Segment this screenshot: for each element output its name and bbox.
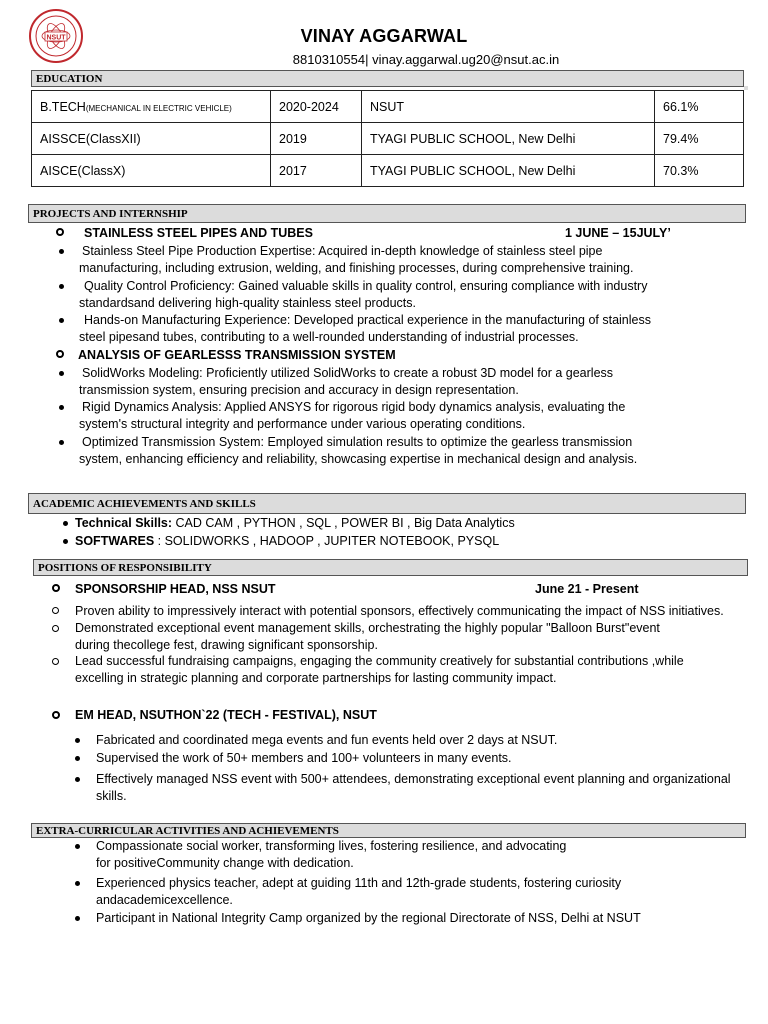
list-item: Optimized Transmission System: Employed simulation results to optimize the gearless transmission system, enhancing efficiency and reliability, showcasing expertise in mechanical design and analysis.	[79, 435, 638, 466]
project-title: STAINLESS STEEL PIPES AND TUBES	[84, 226, 313, 240]
section-positions-title: POSITIONS OF RESPONSIBILITY	[33, 559, 748, 576]
list-item: Fabricated and coordinated mega events and fun events held over 2 days at NSUT.	[96, 733, 558, 747]
bullet-icon	[75, 777, 80, 782]
school-cell: NSUT	[362, 91, 655, 123]
bullet-icon	[75, 738, 80, 743]
position-title: EM HEAD, NSUTHON`22 (TECH - FESTIVAL), NSUT	[75, 708, 377, 722]
list-item: Stainless Steel Pipe Production Expertise: Acquired in-depth knowledge of stainless steel pipe manufacturing, including extrusion, welding, and finishing processes, during comprehensive training.	[79, 244, 634, 275]
technical-skills: Technical Skills: CAD CAM , PYTHON , SQL , POWER BI , Big Data Analytics	[75, 516, 515, 530]
score-cell: 66.1%	[655, 91, 744, 123]
bullet-icon	[63, 539, 68, 544]
project-title: ANALYSIS OF GEARLESSS TRANSMISSION SYSTEM	[78, 348, 396, 362]
bullet-icon	[59, 318, 64, 323]
list-item: Supervised the work of 50+ members and 100+ volunteers in many events.	[96, 751, 512, 765]
list-item: SolidWorks Modeling: Proficiently utilized SolidWorks to create a robust 3D model for a gearless transmission system, ensuring precision and accuracy in design representation.	[79, 366, 614, 397]
school-cell: TYAGI PUBLIC SCHOOL, New Delhi	[362, 123, 655, 155]
years-cell: 2020-2024	[271, 91, 362, 123]
position-marker-icon	[52, 711, 60, 719]
section-projects-title: PROJECTS AND INTERNSHIP	[28, 204, 746, 223]
svg-text:NSUT: NSUT	[46, 34, 66, 42]
bullet-icon	[59, 371, 64, 376]
list-item: Rigid Dynamics Analysis: Applied ANSYS for rigorous rigid body dynamics analysis, evaluating the system's structural integrity and performance under various operating conditions.	[79, 400, 626, 431]
degree-cell: B.TECH(MECHANICAL IN ELECTRIC VEHICLE)	[32, 91, 271, 123]
project-marker-icon	[56, 228, 64, 236]
table-row	[32, 123, 744, 155]
bullet-icon	[75, 844, 80, 849]
years-cell: 2019	[271, 123, 362, 155]
list-item: Experienced physics teacher, adept at guiding 11th and 12th-grade students, fostering curiosity andacademicexcellence.	[96, 876, 622, 907]
list-item: Effectively managed NSS event with 500+ attendees, demonstrating exceptional event planning and organizational skills.	[96, 772, 731, 803]
bullet-icon	[59, 405, 64, 410]
education-table	[31, 90, 744, 187]
position-title: SPONSORSHIP HEAD, NSS NSUT	[75, 582, 276, 596]
list-item: Hands-on Manufacturing Experience: Developed practical experience in the manufacturing of stainless steel pipesand tubes, contributing to a well-rounded understanding of industrial processes.	[79, 313, 651, 344]
bullet-icon	[59, 440, 64, 445]
degree-cell: AISCE(ClassX)	[32, 155, 271, 187]
score-cell: 70.3%	[655, 155, 744, 187]
section-extra-title: EXTRA-CURRICULAR ACTIVITIES AND ACHIEVEMENTS	[31, 823, 746, 838]
list-item: Participant in National Integrity Camp organized by the regional Directorate of NSS, Delhi at NSUT	[96, 911, 641, 925]
list-item: Demonstrated exceptional event management skills, orchestrating the highly popular "Balloon Burst"event during thecollege fest, drawing significant sponsorship.	[75, 621, 660, 652]
list-item: Lead successful fundraising campaigns, engaging the community creatively for substantial contributions ,while excelling in strategic planning and corporate partnerships for lasting community impact.	[75, 654, 684, 685]
candidate-name: VINAY AGGARWAL	[300, 26, 468, 46]
list-item: Compassionate social worker, transforming lives, fostering resilience, and advocating for positiveCommunity change with dedication.	[96, 839, 567, 870]
bullet-circle-icon	[52, 658, 59, 665]
years-cell: 2017	[271, 155, 362, 187]
bullet-icon	[75, 881, 80, 886]
bullet-icon	[75, 756, 80, 761]
bullet-circle-icon	[52, 625, 59, 632]
list-item: Quality Control Proficiency: Gained valuable skills in quality control, ensuring compliance with industry standardsand delivering high-quality stainless steel products.	[79, 279, 648, 310]
list-item: Proven ability to impressively interact with potential sponsors, effectively communicating the impact of NSS initiatives.	[75, 604, 724, 618]
degree-cell: AISSCE(ClassXII)	[32, 123, 271, 155]
software-skills: SOFTWARES : SOLIDWORKS , HADOOP , JUPITER NOTEBOOK, PYSQL	[75, 534, 500, 548]
score-cell: 79.4%	[655, 123, 744, 155]
contact-info: 8810310554| vinay.aggarwal.ug20@nsut.ac.in	[292, 52, 560, 67]
position-date: June 21 - Present	[535, 582, 639, 596]
education-bar-extension	[744, 86, 748, 90]
bullet-icon	[63, 521, 68, 526]
table-row	[32, 91, 744, 123]
section-academic-title: ACADEMIC ACHIEVEMENTS AND SKILLS	[28, 493, 746, 514]
position-marker-icon	[52, 584, 60, 592]
bullet-icon	[59, 284, 64, 289]
project-marker-icon	[56, 350, 64, 358]
bullet-icon	[75, 916, 80, 921]
table-row	[32, 155, 744, 187]
bullet-icon	[59, 249, 64, 254]
bullet-circle-icon	[52, 607, 59, 614]
section-education-title: EDUCATION	[31, 70, 744, 87]
school-cell: TYAGI PUBLIC SCHOOL, New Delhi	[362, 155, 655, 187]
project-date: 1 JUNE – 15JULY’	[565, 226, 671, 240]
